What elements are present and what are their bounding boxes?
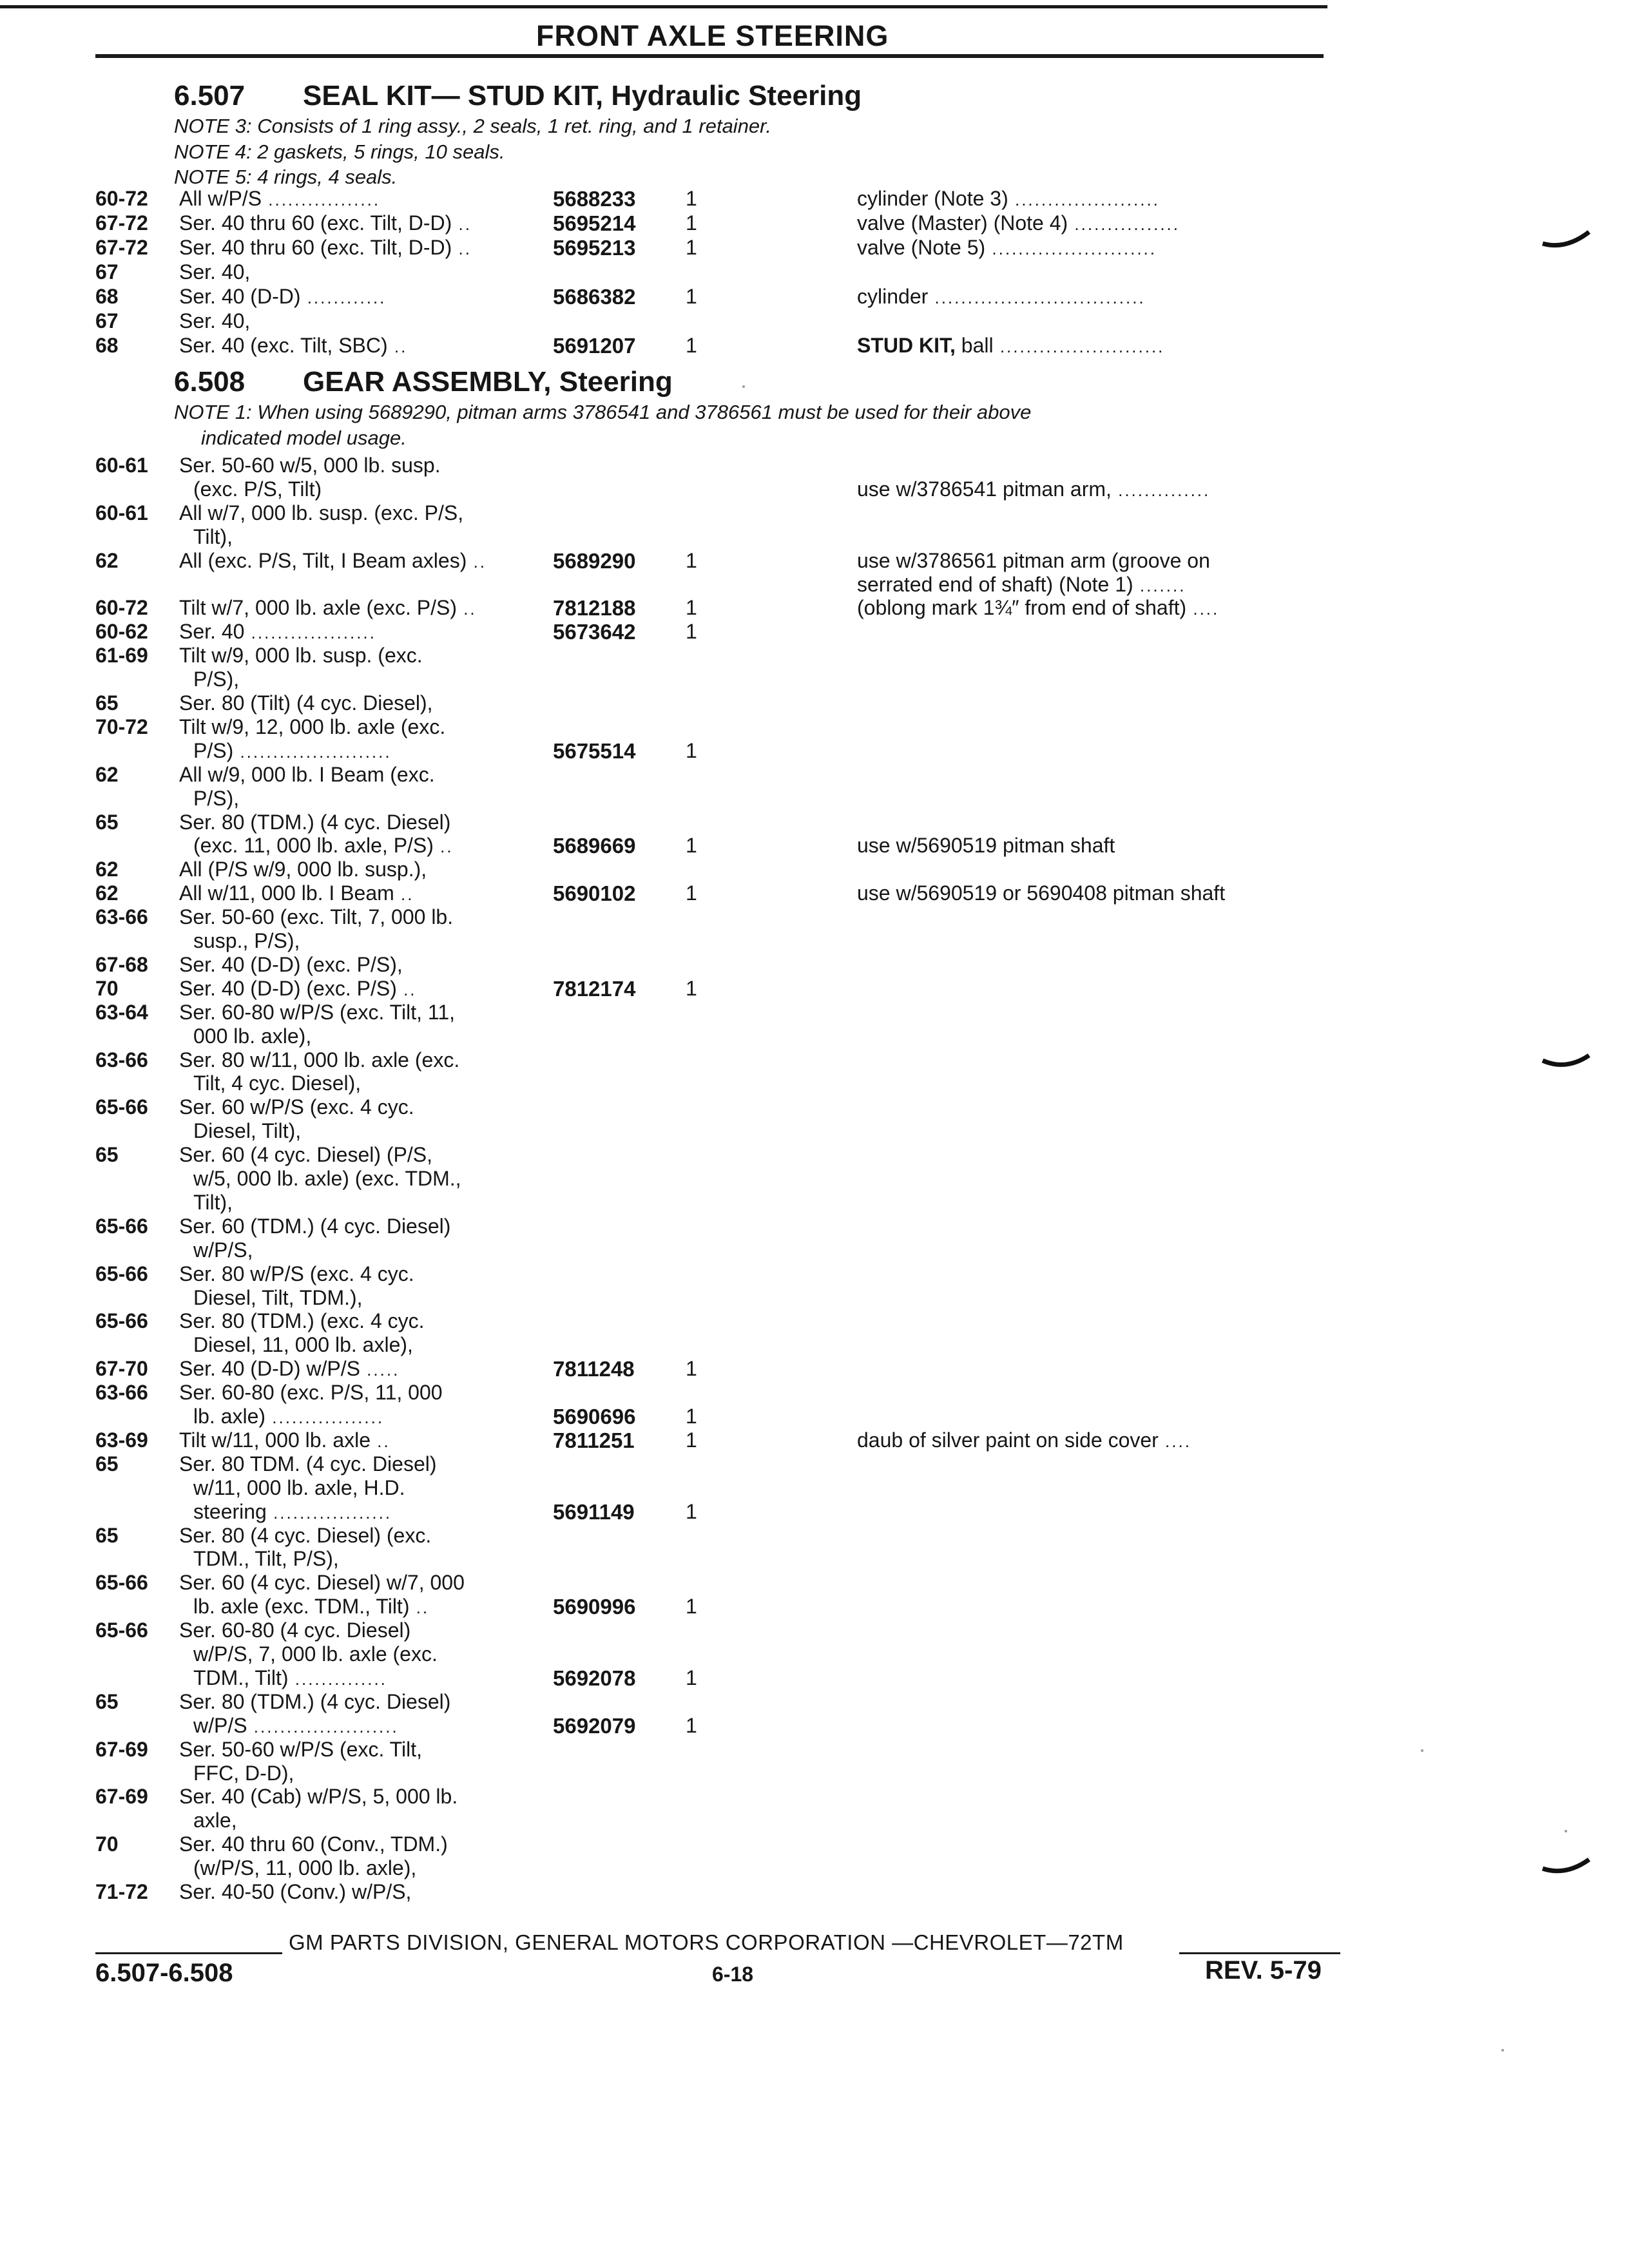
usage-description: Tilt), [193,524,233,548]
usage-description: All w/11, 000 lb. I Beam .. [179,881,414,905]
model-year: 67 [95,260,119,284]
dot-leader: .. [433,837,454,857]
remark: (oblong mark 1¾″ from end of shaft) .... [857,596,1220,620]
dot-leader: .................. [266,1503,392,1523]
quantity: 1 [686,834,697,858]
usage-description: Ser. 80 (Tilt) (4 cyc. Diesel), [179,691,433,715]
part-number: 5692078 [553,1666,636,1690]
quantity: 1 [686,738,697,762]
usage-description: P/S), [193,786,240,810]
dot-leader: ......................... [985,239,1157,258]
dot-leader: ................................ [928,288,1146,307]
quantity: 1 [686,236,697,259]
quantity: 1 [686,548,697,572]
quantity: 1 [686,1666,697,1689]
footer-section-range: 6.507-6.508 [95,1959,233,1987]
model-year: 65 [95,1452,119,1475]
quantity: 1 [686,1405,697,1428]
usage-description: lb. axle) ................. [193,1405,385,1428]
usage-description: Ser. 60 (4 cyc. Diesel) w/7, 000 [179,1571,465,1595]
usage-description: 000 lb. axle), [193,1024,312,1048]
section-number: 6.508 [174,366,246,398]
model-year: 67-70 [95,1357,148,1381]
usage-description: lb. axle (exc. TDM., Tilt) .. [193,1595,430,1619]
part-number: 7811251 [553,1428,635,1452]
usage-description: Tilt w/7, 000 lb. axle (exc. P/S) .. [179,596,477,620]
note-line: NOTE 3: Consists of 1 ring assy., 2 seals, 1 ret. ring, and 1 retainer. [174,115,771,137]
part-number: 5689669 [553,834,636,858]
part-number: 5691149 [553,1499,635,1524]
dot-leader: .. [467,552,487,572]
part-number: 5675514 [553,738,636,763]
quantity: 1 [686,976,697,1000]
note-line: NOTE 4: 2 gaskets, 5 rings, 10 seals. [174,140,505,163]
usage-description: Ser. 40, [179,309,251,332]
dot-leader: ......................... [993,337,1165,356]
usage-description: Tilt), [193,1190,233,1214]
usage-description: (exc. 11, 000 lb. axle, P/S) .. [193,834,454,858]
dot-leader: ............ [300,288,387,307]
part-number: 5690996 [553,1595,636,1619]
remark: cylinder ................................ [857,285,1146,308]
model-year: 65-66 [95,1309,148,1333]
usage-description: Ser. 60-80 (4 cyc. Diesel) [179,1619,411,1642]
remark: use w/5690519 pitman shaft [857,834,1115,858]
part-number: 5688233 [553,187,636,211]
quantity: 1 [686,596,697,620]
remark: use w/3786541 pitman arm, .............. [857,477,1211,501]
model-year: 65-66 [95,1262,148,1285]
usage-description: Ser. 40 (D-D) (exc. P/S), [179,952,403,976]
usage-description: (exc. P/S, Tilt) [193,477,322,501]
usage-description: Ser. 60-80 w/P/S (exc. Tilt, 11, [179,1000,456,1024]
model-year: 62 [95,762,119,786]
model-year: 63-66 [95,905,148,929]
quantity: 1 [686,1428,697,1452]
usage-description: All (exc. P/S, Tilt, I Beam axles) .. [179,548,487,572]
usage-description: Ser. 80 (TDM.) (4 cyc. Diesel) [179,810,451,834]
dot-leader: .. [452,215,472,234]
usage-description: P/S) ....................... [193,738,392,762]
usage-description: Ser. 40, [179,260,251,284]
usage-description: Ser. 40-50 (Conv.) w/P/S, [179,1880,412,1903]
usage-description: Tilt, 4 cyc. Diesel), [193,1072,361,1095]
binder-hole-mark [1540,227,1592,253]
usage-description: Ser. 80 (4 cyc. Diesel) (exc. [179,1523,432,1547]
dot-leader: ................. [262,190,381,209]
model-year: 65-66 [95,1214,148,1238]
dot-leader: .. [409,1598,430,1618]
remark: valve (Master) (Note 4) ................ [857,211,1180,235]
part-number: 5690102 [553,881,636,906]
note-line: NOTE 1: When using 5689290, pitman arms 3786541 and 3786561 must be used for their above [174,401,1032,423]
model-year: 70 [95,976,119,1000]
model-year: 65 [95,810,119,834]
part-number: 5695213 [553,236,636,260]
dot-leader: .. [452,239,472,258]
usage-description: w/5, 000 lb. axle) (exc. TDM., [193,1167,461,1190]
model-year: 68 [95,285,119,308]
model-year: 65 [95,1143,119,1167]
quantity: 1 [686,881,697,905]
binder-hole-mark [1540,1856,1592,1881]
usage-description: w/11, 000 lb. axle, H.D. [193,1475,405,1499]
model-year: 65 [95,1689,119,1713]
scan-speck [1565,1830,1567,1832]
model-year: 65-66 [95,1571,148,1595]
usage-description: Ser. 60 (4 cyc. Diesel) (P/S, [179,1143,433,1167]
dot-leader: .. [387,337,408,356]
model-year: 65 [95,691,119,715]
usage-description: Diesel, Tilt), [193,1119,302,1143]
usage-description: Ser. 80 w/11, 000 lb. axle (exc. [179,1048,460,1072]
section-heading-6-508 [174,366,673,398]
footer-revision: REV. 5-79 [1205,1956,1322,1984]
usage-description: TDM., Tilt, P/S), [193,1547,339,1571]
usage-description: Ser. 60 (TDM.) (4 cyc. Diesel) [179,1214,451,1238]
model-year: 63-66 [95,1048,148,1072]
footer-publisher: GM PARTS DIVISION, GENERAL MOTORS CORPORATION —CHEVROLET—72TM [289,1930,1124,1954]
usage-description: Ser. 40 thru 60 (exc. Tilt, D-D) .. [179,211,472,235]
usage-description: Ser. 40 thru 60 (Conv., TDM.) [179,1832,448,1856]
usage-description: Diesel, Tilt, TDM.), [193,1285,363,1309]
quantity: 1 [686,1357,697,1381]
dot-leader: .... [1186,599,1220,619]
note-line: NOTE 5: 4 rings, 4 seals. [174,166,398,188]
usage-description: All (P/S w/9, 000 lb. susp.), [179,858,427,881]
usage-description: Ser. 80 (TDM.) (4 cyc. Diesel) [179,1689,451,1713]
quantity: 1 [686,285,697,308]
footer-rule [95,1952,282,1954]
dot-leader: ..... [360,1360,400,1380]
model-year: 70 [95,1832,119,1856]
remark: use w/3786561 pitman arm (groove on [857,548,1210,572]
remark: serrated end of shaft) (Note 1) ....... [857,572,1186,596]
usage-description: steering .................. [193,1499,392,1523]
quantity: 1 [686,1595,697,1619]
footer-page-number: 6-18 [712,1963,754,1986]
page-title: FRONT AXLE STEERING [536,19,889,52]
usage-description: Tilt w/9, 12, 000 lb. axle (exc. [179,715,446,738]
usage-description: Ser. 60 w/P/S (exc. 4 cyc. [179,1095,414,1119]
usage-description: w/P/S, 7, 000 lb. axle (exc. [193,1642,438,1666]
usage-description: Ser. 40 (exc. Tilt, SBC) .. [179,334,408,357]
dot-leader: .. [394,885,414,905]
usage-description: Ser. 40 (Cab) w/P/S, 5, 000 lb. [179,1785,458,1809]
part-number: 5686382 [553,285,636,309]
usage-description: Tilt w/11, 000 lb. axle .. [179,1428,390,1452]
dot-leader: ...................... [1008,190,1160,209]
usage-description: Ser. 40 (D-D) w/P/S ..... [179,1357,400,1381]
quantity: 1 [686,620,697,644]
model-year: 60-61 [95,501,148,524]
footer-rule [1179,1952,1340,1954]
remark-emphasis: STUD KIT, [857,334,956,357]
model-year: 63-66 [95,1381,148,1405]
dot-leader: .. [371,1431,390,1451]
usage-description: Ser. 80 TDM. (4 cyc. Diesel) [179,1452,437,1475]
part-number: 5690696 [553,1405,636,1428]
usage-description: Ser. 40 (D-D) (exc. P/S) .. [179,976,417,1000]
usage-description: Ser. 80 (TDM.) (exc. 4 cyc. [179,1309,425,1333]
model-year: 65-66 [95,1095,148,1119]
remark: cylinder (Note 3) ...................... [857,187,1160,210]
usage-description: susp., P/S), [193,929,300,952]
quantity: 1 [686,211,697,235]
scan-speck [1501,2049,1504,2052]
part-number: 7812188 [553,596,636,620]
dot-leader: ................ [1068,215,1180,234]
dot-leader: ................... [244,623,376,643]
model-year: 63-64 [95,1000,148,1024]
usage-description: axle, [193,1809,237,1832]
model-year: 62 [95,858,119,881]
usage-description: (w/P/S, 11, 000 lb. axle), [193,1856,417,1880]
part-number: 5691207 [553,334,636,358]
model-year: 62 [95,548,119,572]
header-rule [95,54,1324,58]
section-heading-6-507 [174,80,862,112]
model-year: 67 [95,309,119,332]
model-year: 62 [95,881,119,905]
model-year: 60-62 [95,620,148,644]
usage-description: w/P/S, [193,1238,253,1262]
part-number: 5692079 [553,1713,636,1738]
dot-leader: ................. [265,1408,385,1427]
scan-speck [1421,1749,1423,1752]
model-year: 60-72 [95,596,148,620]
usage-description: All w/P/S ................. [179,187,381,210]
usage-description: FFC, D-D), [193,1761,294,1785]
model-year: 67-69 [95,1737,148,1761]
usage-description: Diesel, 11, 000 lb. axle), [193,1333,413,1357]
model-year: 63-69 [95,1428,148,1452]
part-number: 7812174 [553,976,636,1001]
usage-description: P/S), [193,668,240,691]
section-title: GEAR ASSEMBLY, Steering [303,366,673,398]
model-year: 67-72 [95,236,148,259]
model-year: 65-66 [95,1619,148,1642]
binder-hole-mark [1540,1052,1592,1077]
model-year: 71-72 [95,1880,148,1903]
usage-description: Ser. 80 w/P/S (exc. 4 cyc. [179,1262,414,1285]
quantity: 1 [686,187,697,210]
usage-description: Ser. 40 ................... [179,620,376,644]
remark: use w/5690519 or 5690408 pitman shaft [857,881,1226,905]
section-number: 6.507 [174,80,246,111]
page-top-rule [0,5,1327,8]
quantity: 1 [686,334,697,357]
model-year: 65 [95,1523,119,1547]
part-number: 5695214 [553,211,636,235]
usage-description: Ser. 40 (D-D) ............ [179,285,387,308]
usage-description: w/P/S ...................... [193,1713,399,1737]
dot-leader: .. [456,599,477,619]
dot-leader: ....... [1133,575,1186,595]
part-number: 5673642 [553,620,636,644]
model-year: 67-69 [95,1785,148,1809]
model-year: 68 [95,334,119,357]
quantity: 1 [686,1499,697,1523]
part-number: 5689290 [553,548,636,573]
usage-description: Ser. 50-60 w/5, 000 lb. susp. [179,454,441,477]
model-year: 67-72 [95,211,148,235]
remark: STUD KIT, ball ......................... [857,334,1165,357]
usage-description: TDM., Tilt) .............. [193,1666,387,1689]
usage-description: All w/9, 000 lb. I Beam (exc. [179,762,435,786]
model-year: 70-72 [95,715,148,738]
model-year: 60-72 [95,187,148,210]
dot-leader: .............. [1111,480,1211,500]
model-year: 67-68 [95,952,148,976]
quantity: 1 [686,1713,697,1737]
usage-description: Ser. 50-60 (exc. Tilt, 7, 000 lb. [179,905,454,929]
dot-leader: ...................... [247,1716,399,1736]
model-year: 60-61 [95,454,148,477]
usage-description: Ser. 50-60 w/P/S (exc. Tilt, [179,1737,423,1761]
usage-description: All w/7, 000 lb. susp. (exc. P/S, [179,501,464,524]
dot-leader: .. [396,979,417,999]
section-title: SEAL KIT— STUD KIT, Hydraulic Steering [303,80,862,111]
part-number: 7811248 [553,1357,635,1381]
remark: valve (Note 5) ......................... [857,236,1157,259]
dot-leader: ....................... [233,742,392,762]
dot-leader: .............. [288,1669,387,1689]
usage-description: Tilt w/9, 000 lb. susp. (exc. [179,644,423,668]
usage-description: Ser. 40 thru 60 (exc. Tilt, D-D) .. [179,236,472,259]
note-line: indicated model usage. [201,427,407,449]
usage-description: Ser. 60-80 (exc. P/S, 11, 000 [179,1381,443,1405]
dot-leader: .... [1158,1431,1191,1451]
scan-speck [742,385,745,388]
model-year: 61-69 [95,644,148,668]
remark: daub of silver paint on side cover .... [857,1428,1191,1452]
